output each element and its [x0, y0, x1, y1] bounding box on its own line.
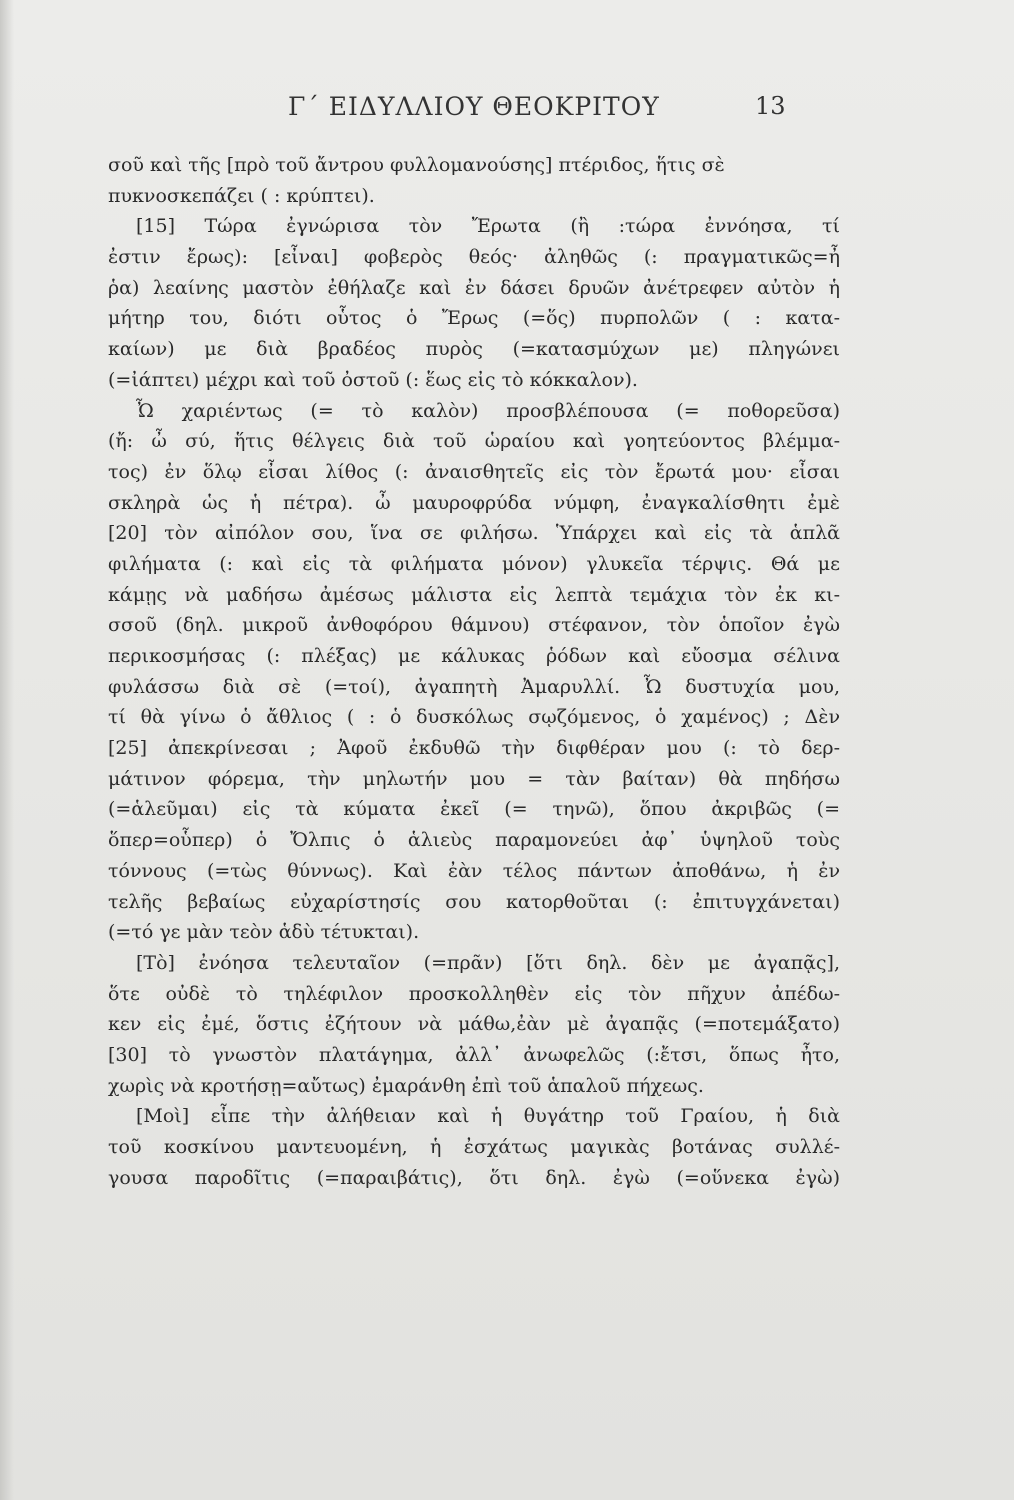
text-line: καίων) με διὰ βραδέος πυρὸς (=κατασμύχων με) πληγώνει	[108, 338, 840, 361]
text-line: τί θὰ γίνω ὁ ἄθλιος ( : ὁ δυσκόλως σῳζόμενος, ὁ χαμένος) ; Δὲν	[108, 706, 840, 729]
text-line: κάμῃς νὰ μαδήσω ἀμέσως μάλιστα εἰς λεπτὰ τεμάχια τὸν ἐκ κι-	[108, 583, 840, 606]
text-line: [Τὸ] ἐνόησα τελευταῖον (=πρᾶν) [ὅτι δηλ. δὲν με ἀγαπᾷς],	[136, 951, 840, 974]
text-line: τος) ἐν ὅλῳ εἶσαι λίθος (: ἀναισθητεῖς εἰς τὸν ἔρωτά μου· εἶσαι	[108, 460, 840, 483]
text-line: (=ἁλεῦμαι) εἰς τὰ κύματα ἐκεῖ (= τηνῶ), ὅπου ἀκριβῶς (=	[108, 798, 840, 821]
text-line: ὅπερ=οὗπερ) ὁ Ὄλπις ὁ ἁλιεὺς παραμονεύει ἀφ᾽ ὑψηλοῦ τοὺς	[108, 829, 840, 852]
page-gutter-shadow	[0, 0, 14, 1500]
text-line: ἐστιν ἔρως): [εἶναι] φοβερὸς θεός· ἀληθῶς (: πραγματικῶς=ἦ	[108, 246, 840, 269]
text-line: ὅτε οὐδὲ τὸ τηλέφιλον προσκολληθὲν εἰς τὸν πῆχυν ἀπέδω-	[108, 982, 840, 1005]
text-line: σσοῦ (δηλ. μικροῦ ἀνθοφόρου θάμνου) στέφανον, τὸν ὁποῖον ἐγὼ	[108, 614, 840, 637]
text-line: περικοσμήσας (: πλέξας) με κάλυκας ῥόδων καὶ εὔοσμα σέλινα	[108, 645, 840, 667]
text-line: ῥα) λεαίνης μαστὸν ἐθήλαζε καὶ ἐν δάσει δρυῶν ἀνέτρεφεν αὐτὸν ἡ	[108, 276, 840, 299]
text-line: τελῆς βεβαίως εὐχαρίστησίς σου κατορθοῦται (: ἐπιτυγχάνεται)	[108, 890, 840, 913]
text-line: [30] τὸ γνωστὸν πλατάγημα, ἀλλ᾽ ἀνωφελῶς (:ἔτσι, ὅπως ἦτο,	[108, 1043, 840, 1066]
text-line: (ἤ: ὦ σύ, ἥτις θέλγεις διὰ τοῦ ὡραίου καὶ γοητεύοντος βλέμμα-	[108, 430, 840, 453]
text-line: κεν εἰς ἐμέ, ὅστις ἐζήτουν νὰ μάθω,ἐὰν μὲ ἀγαπᾷς (=ποτεμάξατο)	[108, 1013, 840, 1036]
text-line: γουσα παροδῖτις (=παραιβάτις), ὅτι δηλ. ἐγὼ (=οὕνεκα ἐγὼ)	[108, 1166, 840, 1189]
page-number: 13	[755, 92, 786, 120]
text-line: [25] ἀπεκρίνεσαι ; Ἀφοῦ ἐκδυθῶ τὴν διφθέραν μου (: τὸ δερ-	[108, 737, 840, 760]
text-line: [15] Τώρα ἐγνώρισα τὸν Ἔρωτα (ἢ :τώρα ἐννόησα, τί	[136, 215, 840, 238]
text-line: τοῦ κοσκίνου μαντευομένη, ἡ ἐσχάτως μαγικὰς βοτάνας συλλέ-	[108, 1136, 840, 1158]
text-line: (=τό γε μὰν τεὸν ἁδὺ τέτυκται).	[108, 921, 420, 944]
text-line: μήτηρ του, διότι οὗτος ὁ Ἔρως (=ὅς) πυρπολῶν ( : κατα-	[108, 307, 840, 330]
text-line: σκληρὰ ὡς ἡ πέτρα). ὦ μαυροφρύδα νύμφη, ἐναγκαλίσθητι ἐμὲ	[108, 491, 840, 514]
text-line: φιλήματα (: καὶ εἰς τὰ φιλήματα μόνον) γλυκεῖα τέρψις. Θά με	[108, 552, 840, 575]
page-header	[100, 92, 860, 132]
text-line: (=ἰάπτει) μέχρι καὶ τοῦ ὀστοῦ (: ἕως εἰς τὸ κόκκαλον).	[108, 368, 638, 391]
text-line: [Μοὶ] εἶπε τὴν ἀλήθειαν καὶ ἡ θυγάτηρ τοῦ Γραίου, ἡ διὰ	[136, 1105, 840, 1128]
running-title: Γ΄ ΕΙΔΥΛΛΙΟΥ ΘΕΟΚΡΙΤΟΥ	[288, 92, 660, 121]
text-line: σοῦ καὶ τῆς [πρὸ τοῦ ἄντρου φυλλομανούσης] πτέριδος, ἥτις σὲ	[108, 154, 725, 176]
text-line: Ὦ χαριέντως (= τὸ καλὸν) προσβλέπουσα (= ποθορεῦσα)	[136, 399, 840, 422]
commentary-text	[108, 150, 840, 1193]
text-line: χωρὶς νὰ κροτήσῃ=αὔτως) ἐμαράνθη ἐπὶ τοῦ ἁπαλοῦ πήχεως.	[108, 1074, 704, 1097]
text-line: [20] τὸν αἰπόλον σου, ἵνα σε φιλήσω. Ὑπάρχει καὶ εἰς τὰ ἁπλᾶ	[108, 522, 840, 545]
text-line: μάτινον φόρεμα, τὴν μηλωτήν μου = τὰν βαίταν) θὰ πηδήσω	[108, 767, 840, 790]
text-line: πυκνοσκεπάζει ( : κρύπτει).	[108, 184, 375, 207]
text-line: τόννους (=τὼς θύννως). Καὶ ἐὰν τέλος πάντων ἀποθάνω, ἡ ἐν	[108, 859, 840, 882]
text-line: φυλάσσω διὰ σὲ (=τοί), ἀγαπητὴ Ἀμαρυλλί. Ὦ δυστυχία μου,	[108, 675, 840, 698]
